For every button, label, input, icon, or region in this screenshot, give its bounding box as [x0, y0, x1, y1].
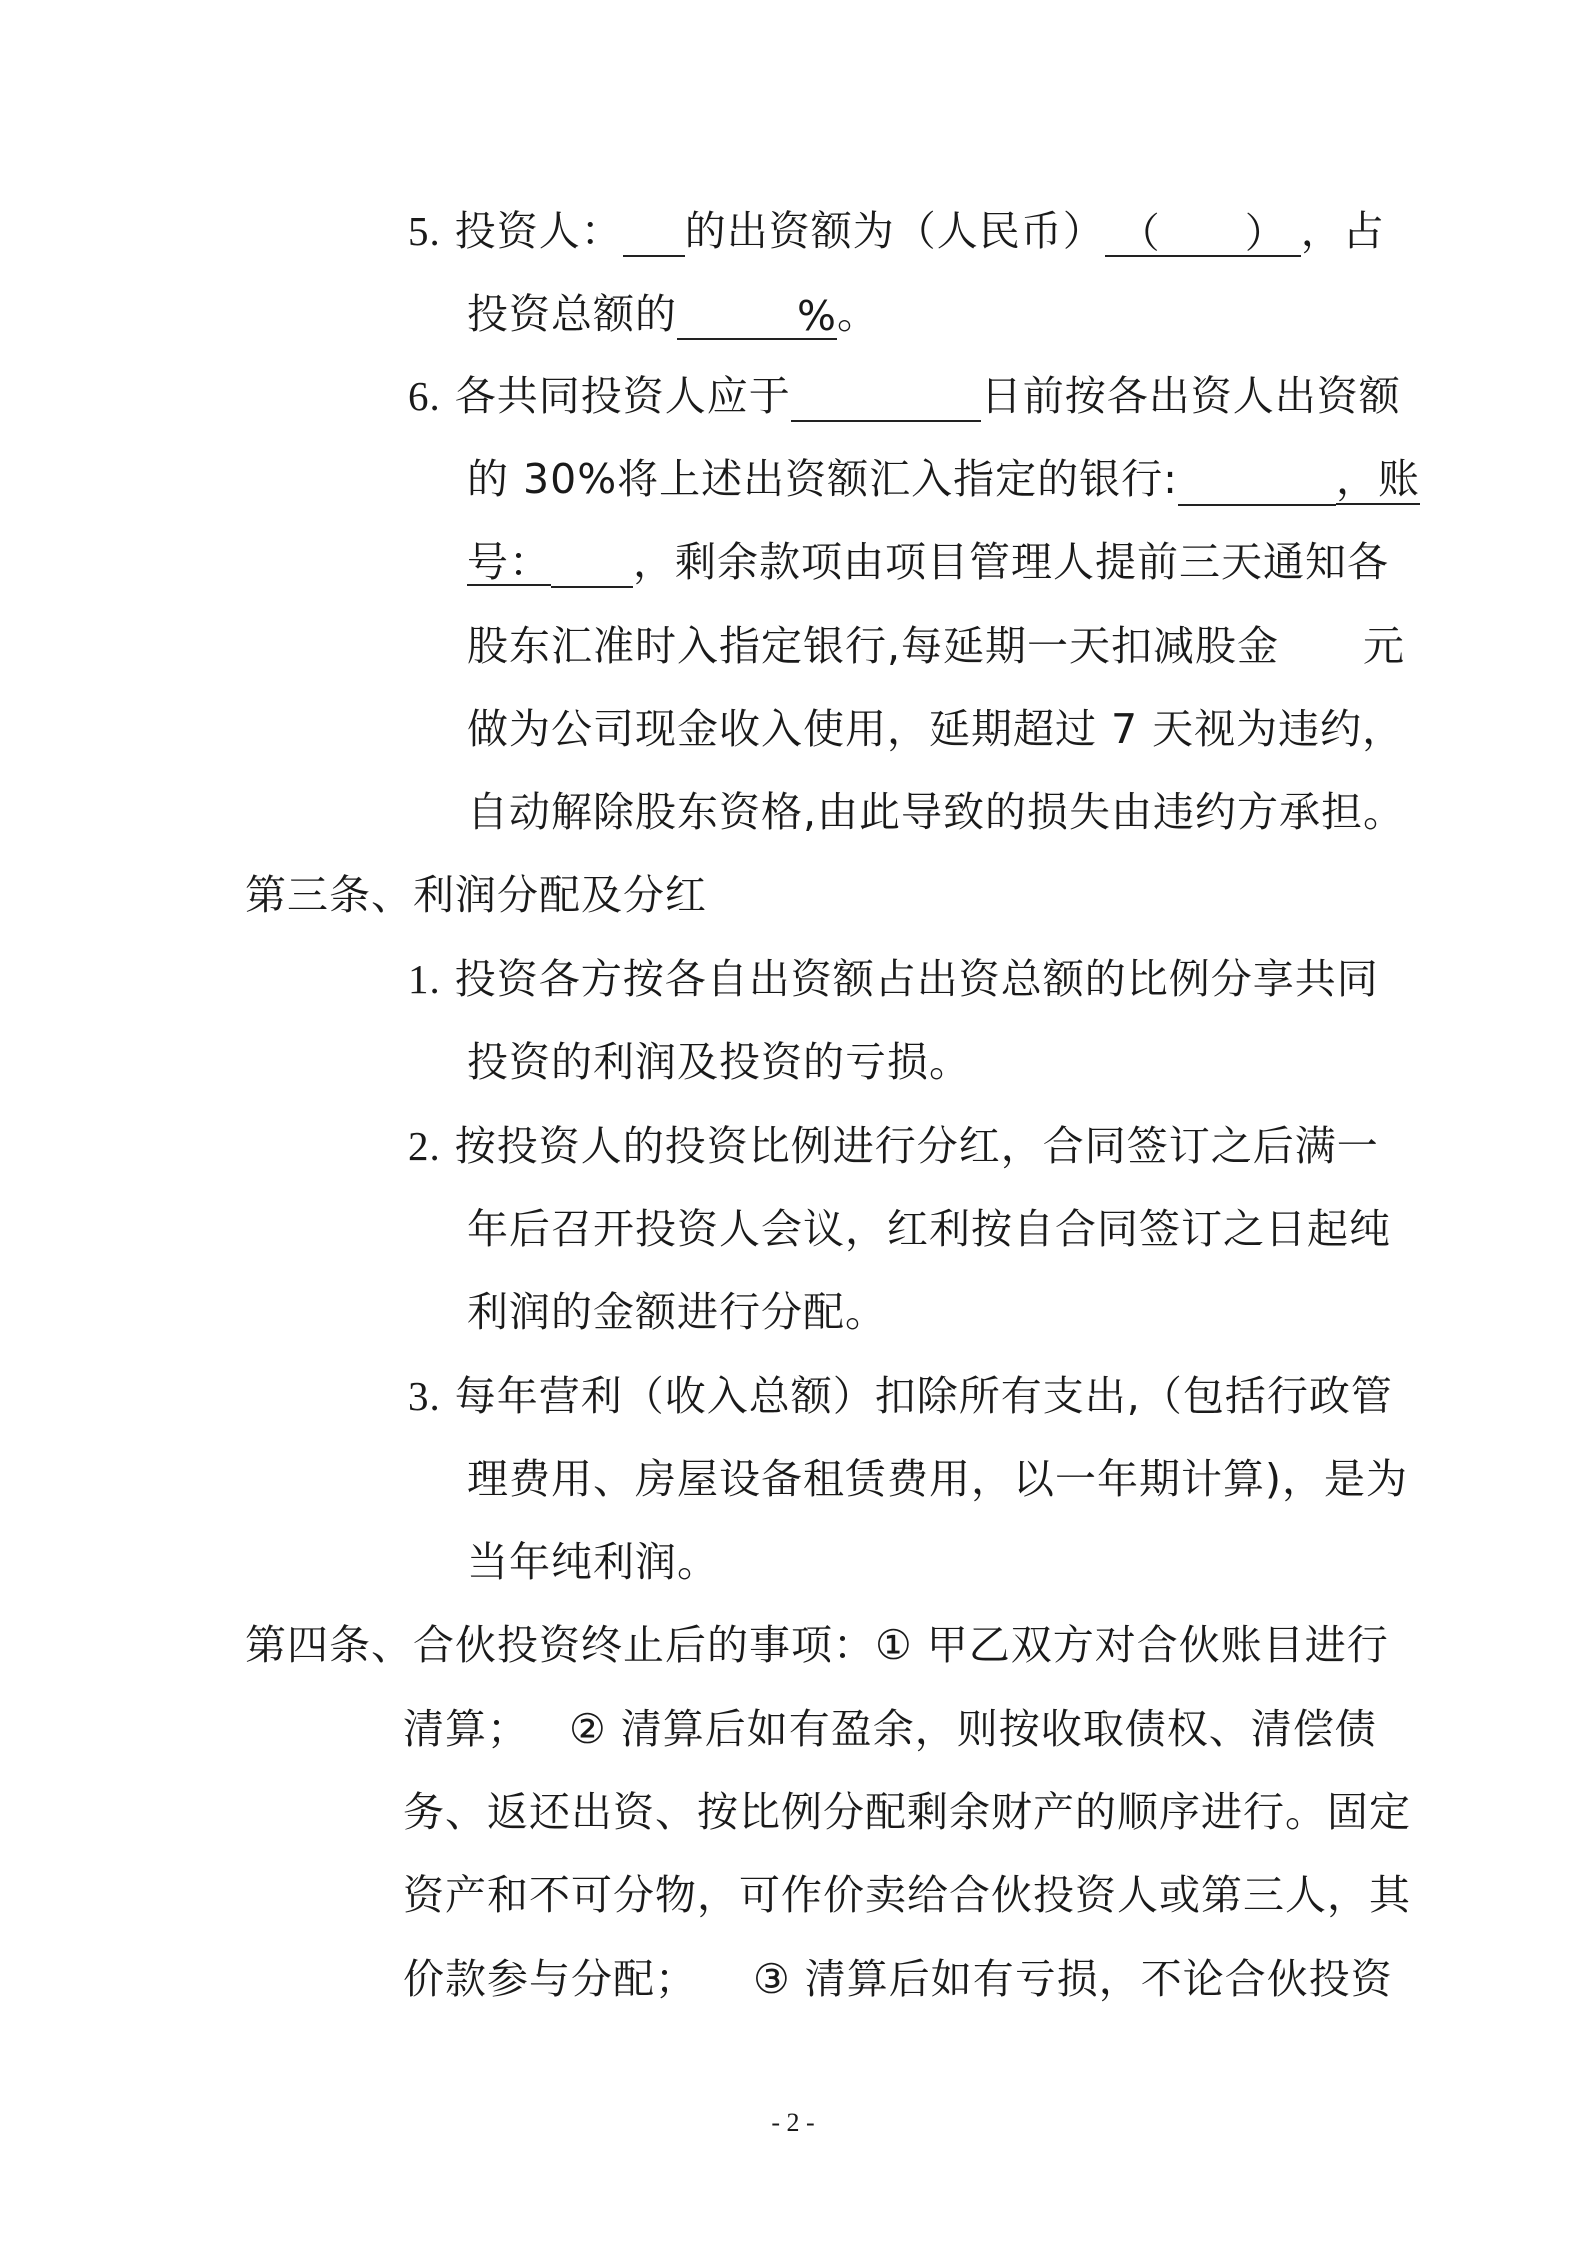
item-6-line-4: 股东汇准时入指定银行,每延期一天扣减股金 元 [467, 622, 1406, 670]
page-number: - 2 - [771, 2108, 815, 2137]
article-3-item-2-line-2: 年后召开投资人会议，红利按自合同签订之日起纯 [467, 1205, 1391, 1253]
blank-amount: （ ） [1105, 207, 1301, 257]
article-3-item-1-line-1: 1. 投资各方按各自出资额占出资总额的比例分享共同 [408, 955, 1379, 1003]
item-6-line-3: 号： ，剩余款项由项目管理人提前三天通知各 [467, 538, 1389, 586]
article-3-item-3-line-2: 理费用、房屋设备租赁费用，以一年期计算)，是为 [467, 1455, 1408, 1503]
item-6-line-5: 做为公司现金收入使用，延期超过 7 天视为违约， [467, 705, 1405, 753]
item-5-line-1: 5. 投资人： 的出资额为（人民币） （ ） ，占 [408, 207, 1385, 257]
article-3-item-2-line-1: 2. 按投资人的投资比例进行分红，合同签订之后满一 [408, 1122, 1379, 1170]
item-5-line-2: 投资总额的 %。 [467, 290, 879, 340]
blank-percentage: % [677, 290, 837, 340]
article-4-line-4: 资产和不可分物，可作价卖给合伙投资人或第三人，其 [403, 1871, 1411, 1919]
blank-deadline-date [791, 372, 981, 422]
item-6-line-6: 自动解除股东资格,由此导致的损失由违约方承担。 [467, 788, 1406, 836]
item-5-number: 5. [408, 208, 441, 254]
item-6-line-1: 6. 各共同投资人应于 日前按各出资人出资额 [408, 372, 1401, 420]
item-6-line-2: 的 30%将上述出资额汇入指定的银行: ，账 [467, 453, 1420, 506]
article-4-line-3: 务、返还出资、按比例分配剩余财产的顺序进行。固定 [403, 1788, 1411, 1836]
article-4-line-1: 第四条、合伙投资终止后的事项：① 甲乙双方对合伙账目进行 [245, 1621, 1389, 1669]
article-3-item-2-line-3: 利润的金额进行分配。 [467, 1288, 887, 1336]
article-3-item-3-line-3: 当年纯利润。 [467, 1538, 719, 1586]
article-4-heading: 第四条、 [245, 1621, 413, 1669]
article-4-line-5: 价款参与分配； ③ 清算后如有亏损，不论合伙投资 [403, 1955, 1393, 2003]
blank-investor-name [623, 207, 685, 257]
blank-account-number [551, 538, 633, 588]
article-3-title: 利润分配及分红 [413, 871, 707, 919]
blank-bank [1178, 456, 1336, 506]
item-6-number: 6. [408, 373, 441, 419]
article-3-item-1-line-2: 投资的利润及投资的亏损。 [467, 1038, 971, 1086]
article-3-item-3-line-1: 3. 每年营利（收入总额）扣除所有支出,（包括行政管 [408, 1372, 1393, 1420]
article-4-line-2: 清算； ② 清算后如有盈余，则按收取债权、清偿债 [403, 1705, 1377, 1753]
article-3-heading: 第三条、利润分配及分红 [245, 871, 707, 919]
